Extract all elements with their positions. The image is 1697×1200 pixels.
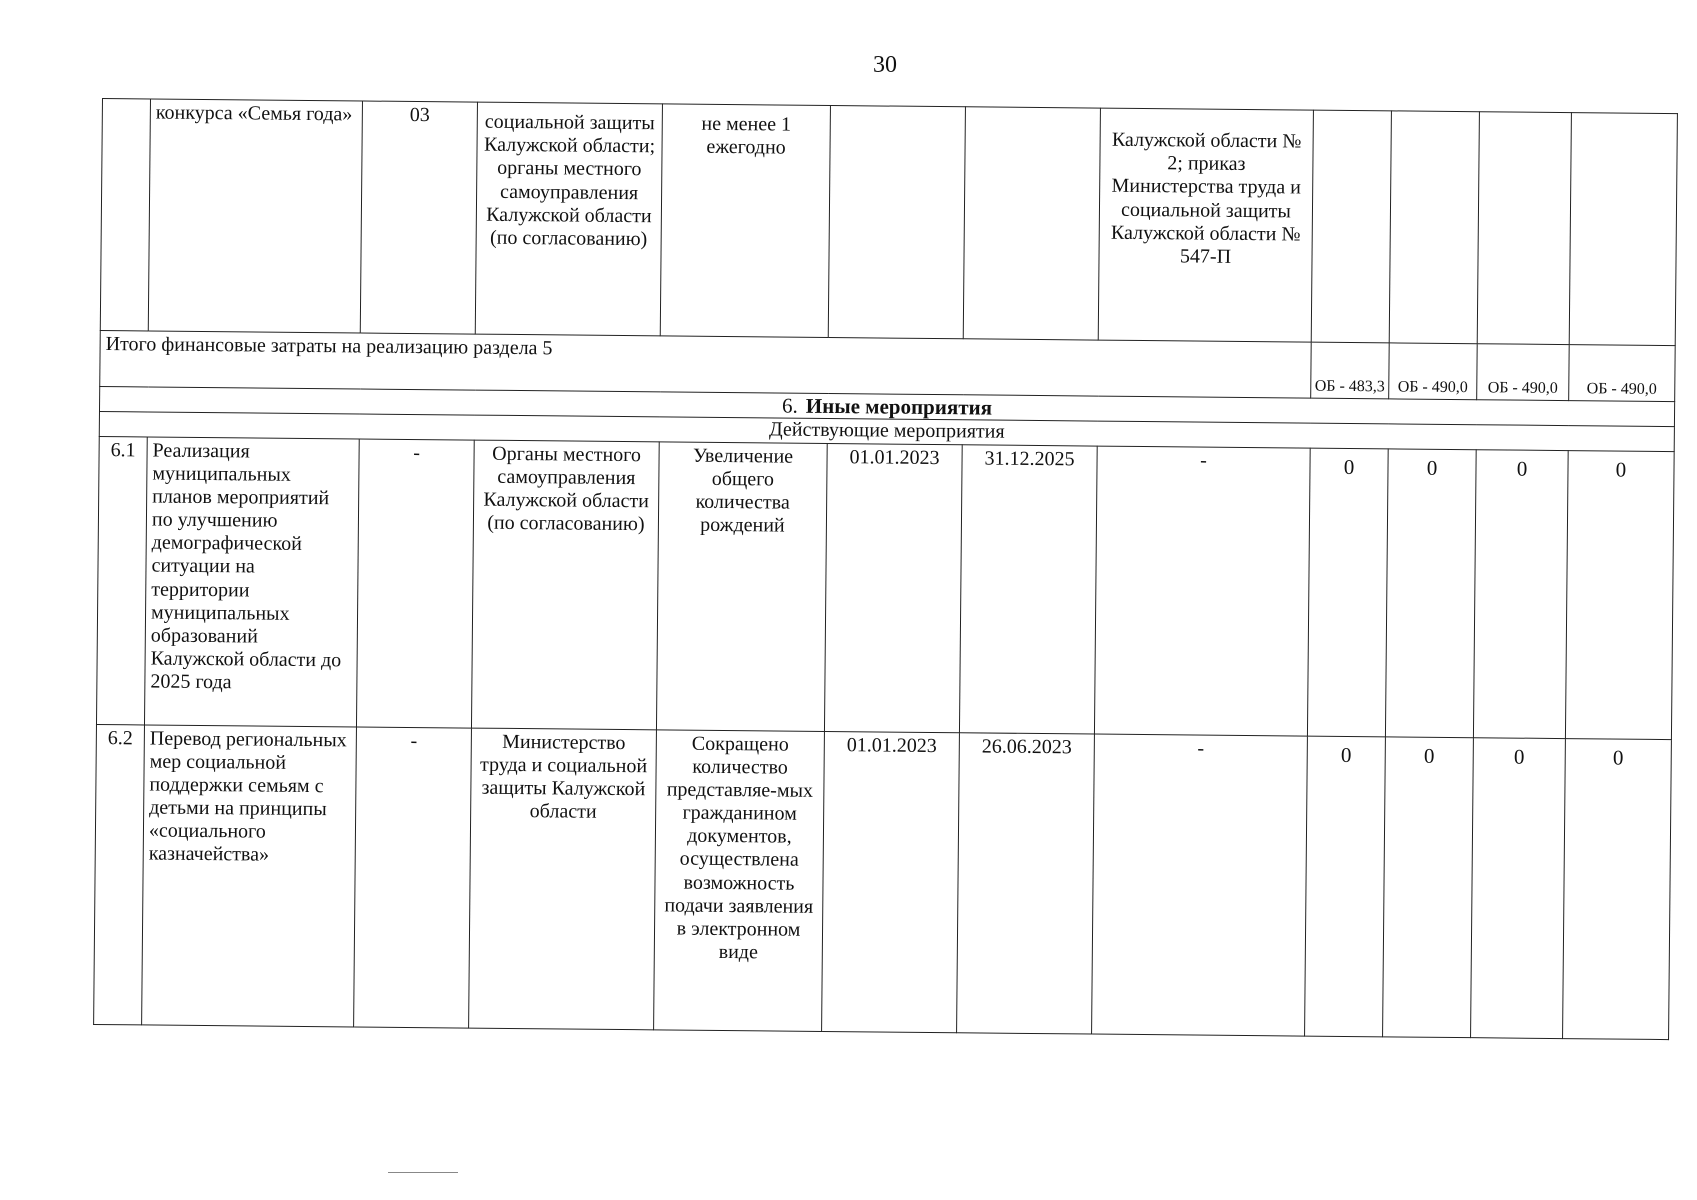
cell-end-date: 31.12.2025 [959,444,1097,733]
cell-finance-4 [1569,113,1677,346]
cell-event-name: Реализация муниципальных планов мероприятий по улучшению демографической ситуации на территории муниципальных образований Калужской области до 2025 года [144,436,359,726]
cell-start-date [828,105,965,338]
cell-legal-basis: - [1094,446,1310,736]
table-row [94,724,1672,1039]
cell-code: - [356,439,474,728]
page-number: 30 [873,52,897,78]
cell-finance-1 [1311,110,1391,343]
subsection-heading: Действующие мероприятия [99,412,1674,451]
total-value-4: ОБ - 490,0 [1569,345,1676,402]
cell-finance-4: 0 [1563,738,1672,1039]
cell-finance-4: 0 [1565,450,1674,739]
total-value-2: ОБ - 490,0 [1389,343,1478,400]
cell-num: 6.1 [96,436,147,724]
cell-indicator: не менее 1 ежегодно [660,104,830,338]
cell-finance-2 [1389,111,1479,344]
table-row [96,436,1674,739]
section-title: Иные мероприятия [805,393,993,420]
cell-finance-3: 0 [1473,449,1568,738]
cell-end-date [963,107,1100,340]
cell-event-name: Перевод региональных мер социальной поддержки семьям с детьми на принципы «социального казначейства» [142,724,357,1026]
cell-start-date: 01.01.2023 [822,731,960,1032]
section-number: 6. [781,393,798,418]
cell-finance-3 [1477,112,1571,345]
cell-finance-1: 0 [1307,448,1388,737]
cell-legal-basis: Калужской области № 2; приказ Министерства труда и социальной защиты Калужской области № 547-П [1098,108,1313,342]
cell-indicator: Увеличение общего количества рождений [656,441,827,731]
total-label: Итого финансовые затраты на реализацию раздела 5 [100,330,1311,398]
cell-num: 6.2 [94,724,145,1024]
total-value-1: ОБ - 483,3 [1311,342,1390,399]
cell-finance-3: 0 [1471,737,1566,1038]
cell-executor: Министерство труда и социальной защиты Калужской области [469,728,657,1030]
cell-code: 03 [360,101,477,334]
program-table-sheet [93,98,1677,1087]
cell-indicator: Сокращено количество представляе-мых гражданином документов, осуществлена возможность подачи заявления в электронном виде [654,729,825,1031]
cell-code: - [354,727,472,1028]
cell-finance-2: 0 [1383,736,1474,1037]
program-table [93,98,1678,1040]
cell-finance-1: 0 [1305,736,1386,1037]
scan-artifact-line [388,1172,458,1173]
cell-finance-2: 0 [1385,448,1476,737]
cell-event-name: конкурса «Семья года» [148,99,362,333]
cell-executor: социальной защиты Калужской области; органы местного самоуправления Калужской области (по согласованию) [475,102,662,336]
total-value-3: ОБ - 490,0 [1477,344,1570,401]
cell-start-date: 01.01.2023 [824,443,962,732]
cell-end-date: 26.06.2023 [957,732,1095,1033]
table-row-continued [100,99,1677,346]
cell-num [100,99,150,331]
cell-executor: Органы местного самоуправления Калужской области (по согласованию) [471,440,659,730]
cell-legal-basis: - [1092,734,1308,1036]
